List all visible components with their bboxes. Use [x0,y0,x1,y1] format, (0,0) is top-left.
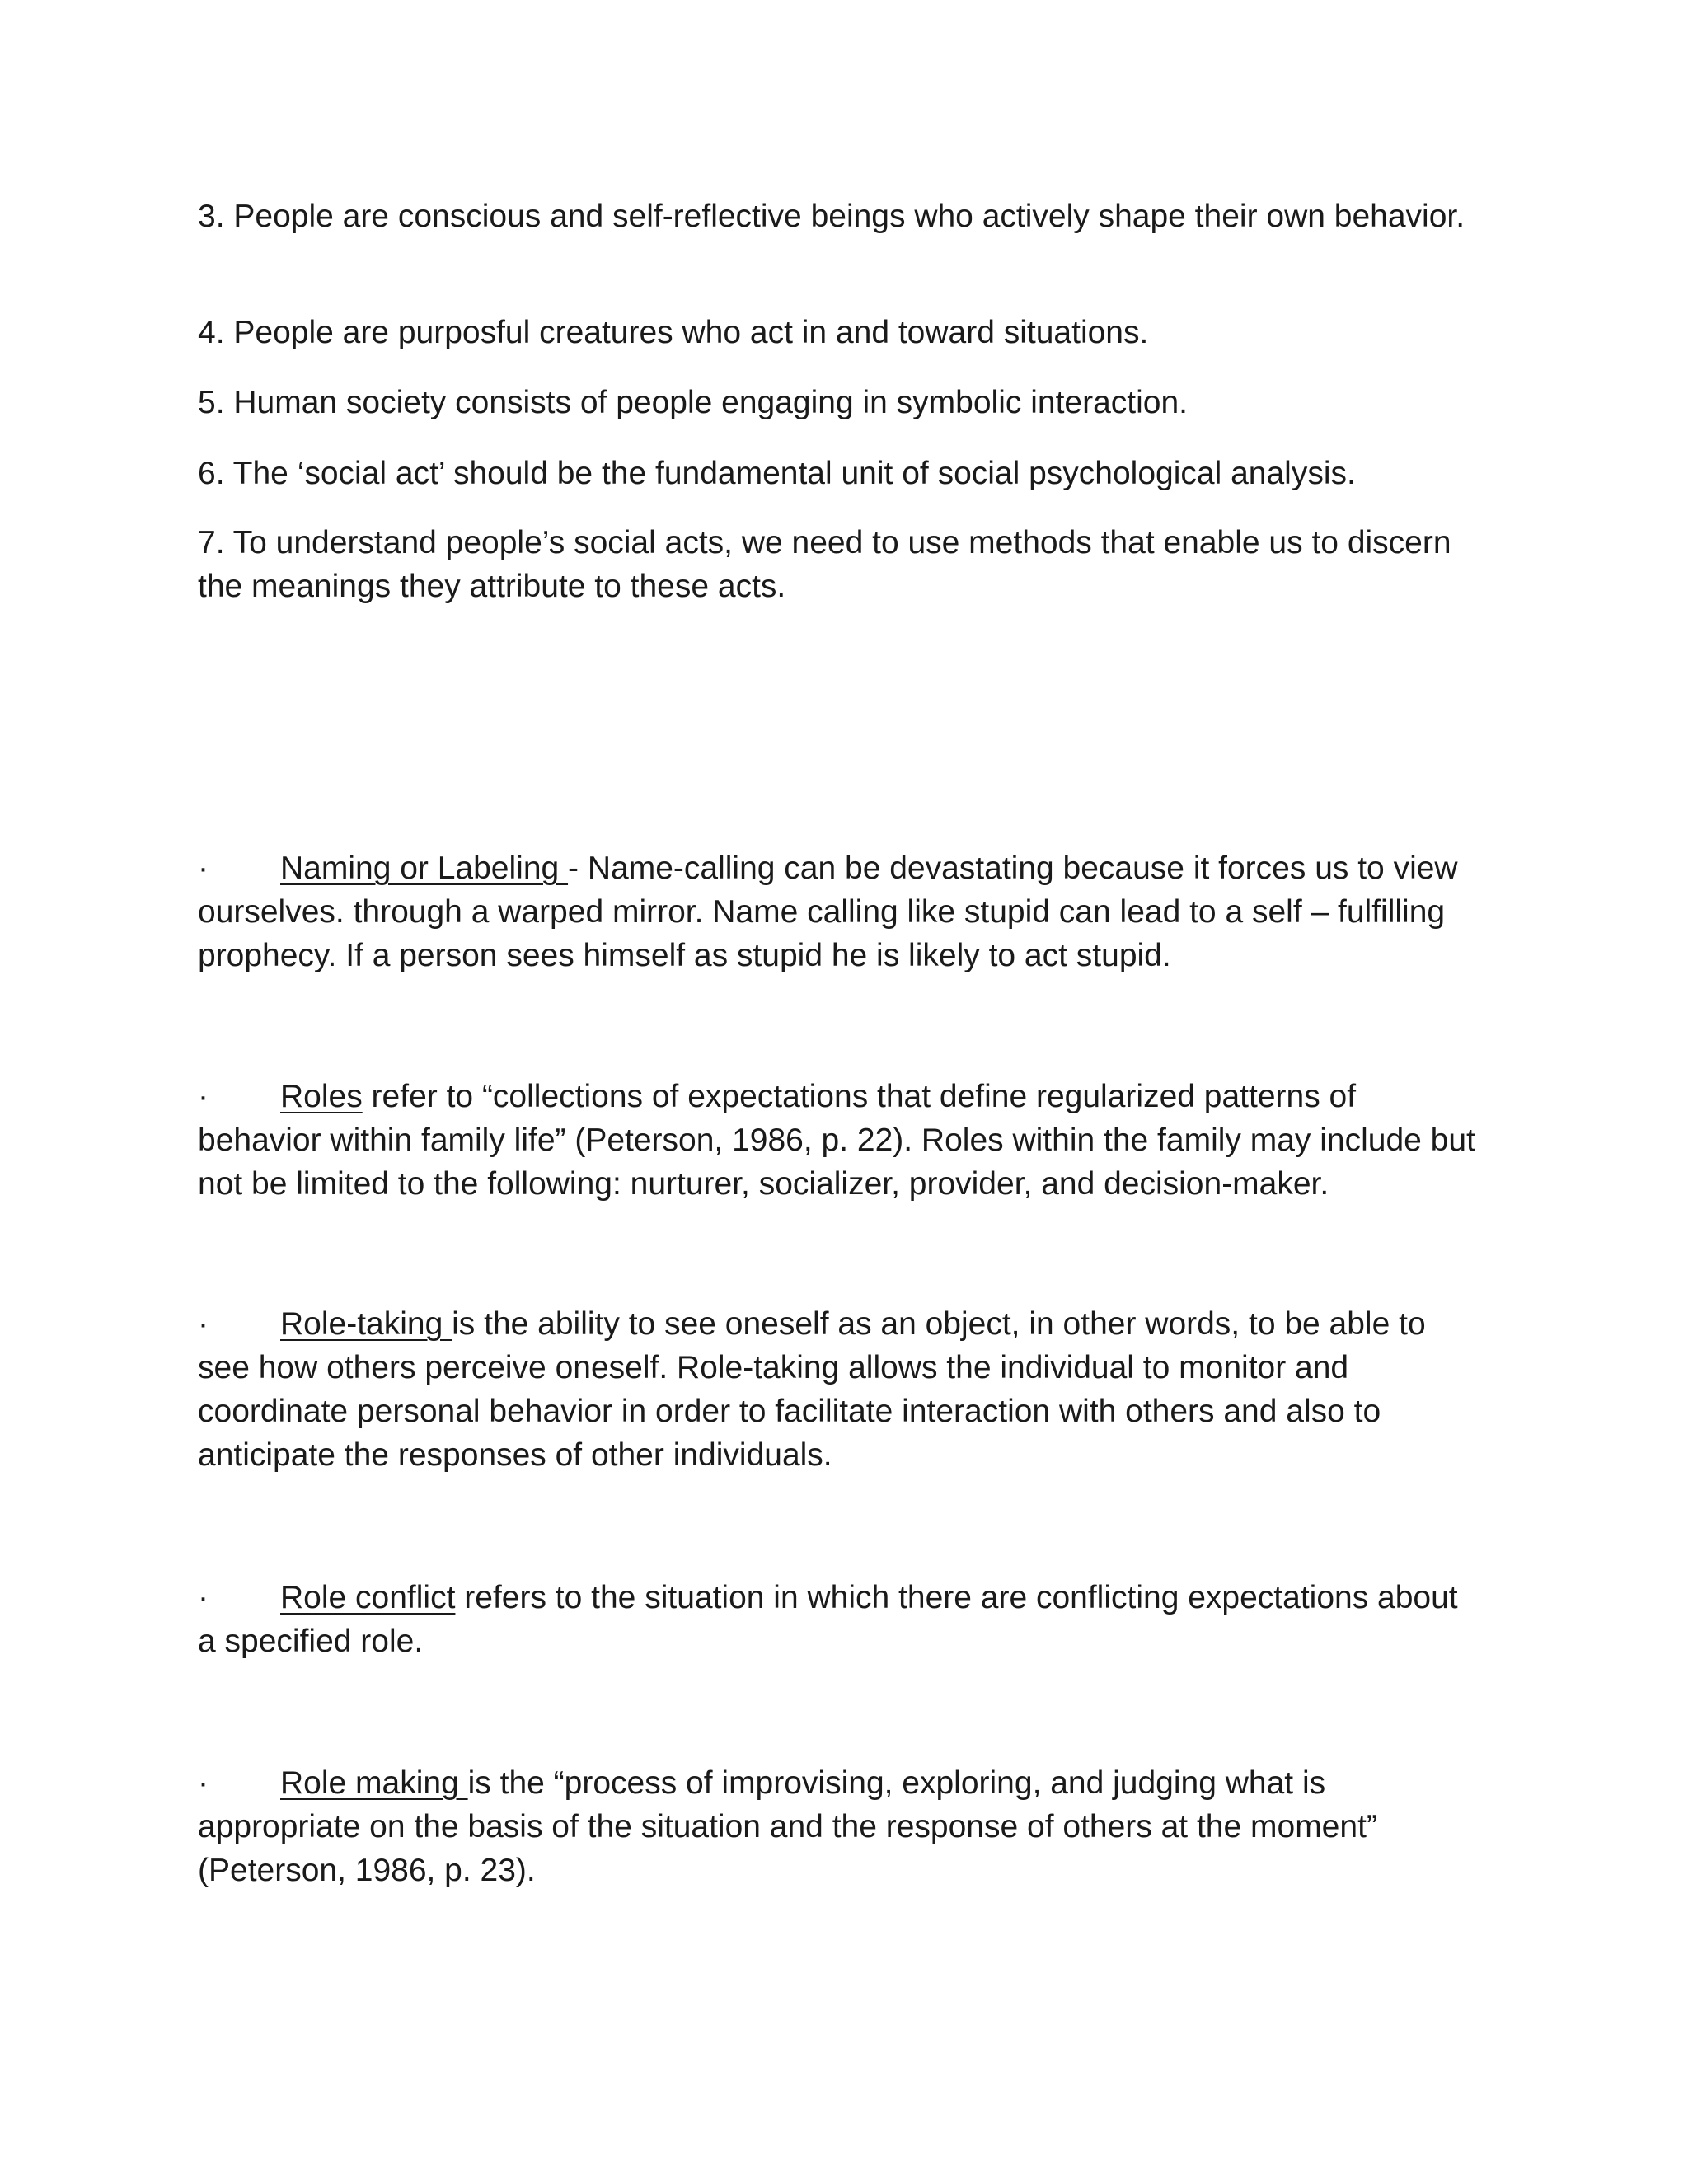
definition-text: refer to “collections of expectations that define regularized patterns of behavior within family life” (Peterson, 1986, p. 22). Roles within the family may include but not be limited to the following: nurturer, socializer, provider, and decision-maker. [198,1079,1475,1202]
numbered-point-7: 7. To understand people’s social acts, we need to use methods that enable us to discern the meanings they attribute to these acts. [198,525,1451,604]
definition-term: Roles [280,1079,363,1114]
bullet-dot: · [198,1580,209,1615]
bullet-dot: · [198,1765,209,1801]
bullet-dot: · [198,851,209,886]
definition-role-making [198,1761,1484,1892]
definition-term: Role making [280,1765,468,1801]
definition-text: - Name-calling can be devastating because it forces us to view ourselves. through a warped mirror. Name calling like stupid can lead to a self – fulfilling prophecy. If a person sees himself as stupid he is likely to act stupid. [198,851,1458,973]
definition-term: Role-taking [280,1306,452,1342]
definition-role-taking [198,1302,1484,1477]
bullet-dot: · [198,1306,209,1342]
definition-term: Role conflict [280,1580,456,1615]
bullet-dot: · [198,1079,209,1114]
definition-term: Naming or Labeling [280,851,569,886]
numbered-point-3: 3. People are conscious and self-reflective beings who actively shape their own behavior. [198,199,1465,234]
definition-naming-or-labeling [198,846,1484,977]
definition-roles [198,1075,1484,1206]
numbered-point-4: 4. People are purposful creatures who act in and toward situations. [198,315,1149,350]
definition-text: is the “process of improvising, exploring, and judging what is appropriate on the basis of the situation and the response of others at the moment” (Peterson, 1986, p. 23). [198,1765,1377,1888]
definition-text: refers to the situation in which there are conflicting expectations about a specified role. [198,1580,1458,1659]
definition-role-conflict [198,1576,1484,1663]
definition-text: is the ability to see oneself as an object, in other words, to be able to see how others perceive oneself. Role-taking allows the individual to monitor and coordinate personal behavior in order to facilitate interaction with others and also to anticipate the responses of other individuals. [198,1306,1426,1473]
numbered-point-6: 6. The ‘social act’ should be the fundamental unit of social psychological analysis. [198,456,1356,491]
numbered-point-5: 5. Human society consists of people engaging in symbolic interaction. [198,385,1188,420]
